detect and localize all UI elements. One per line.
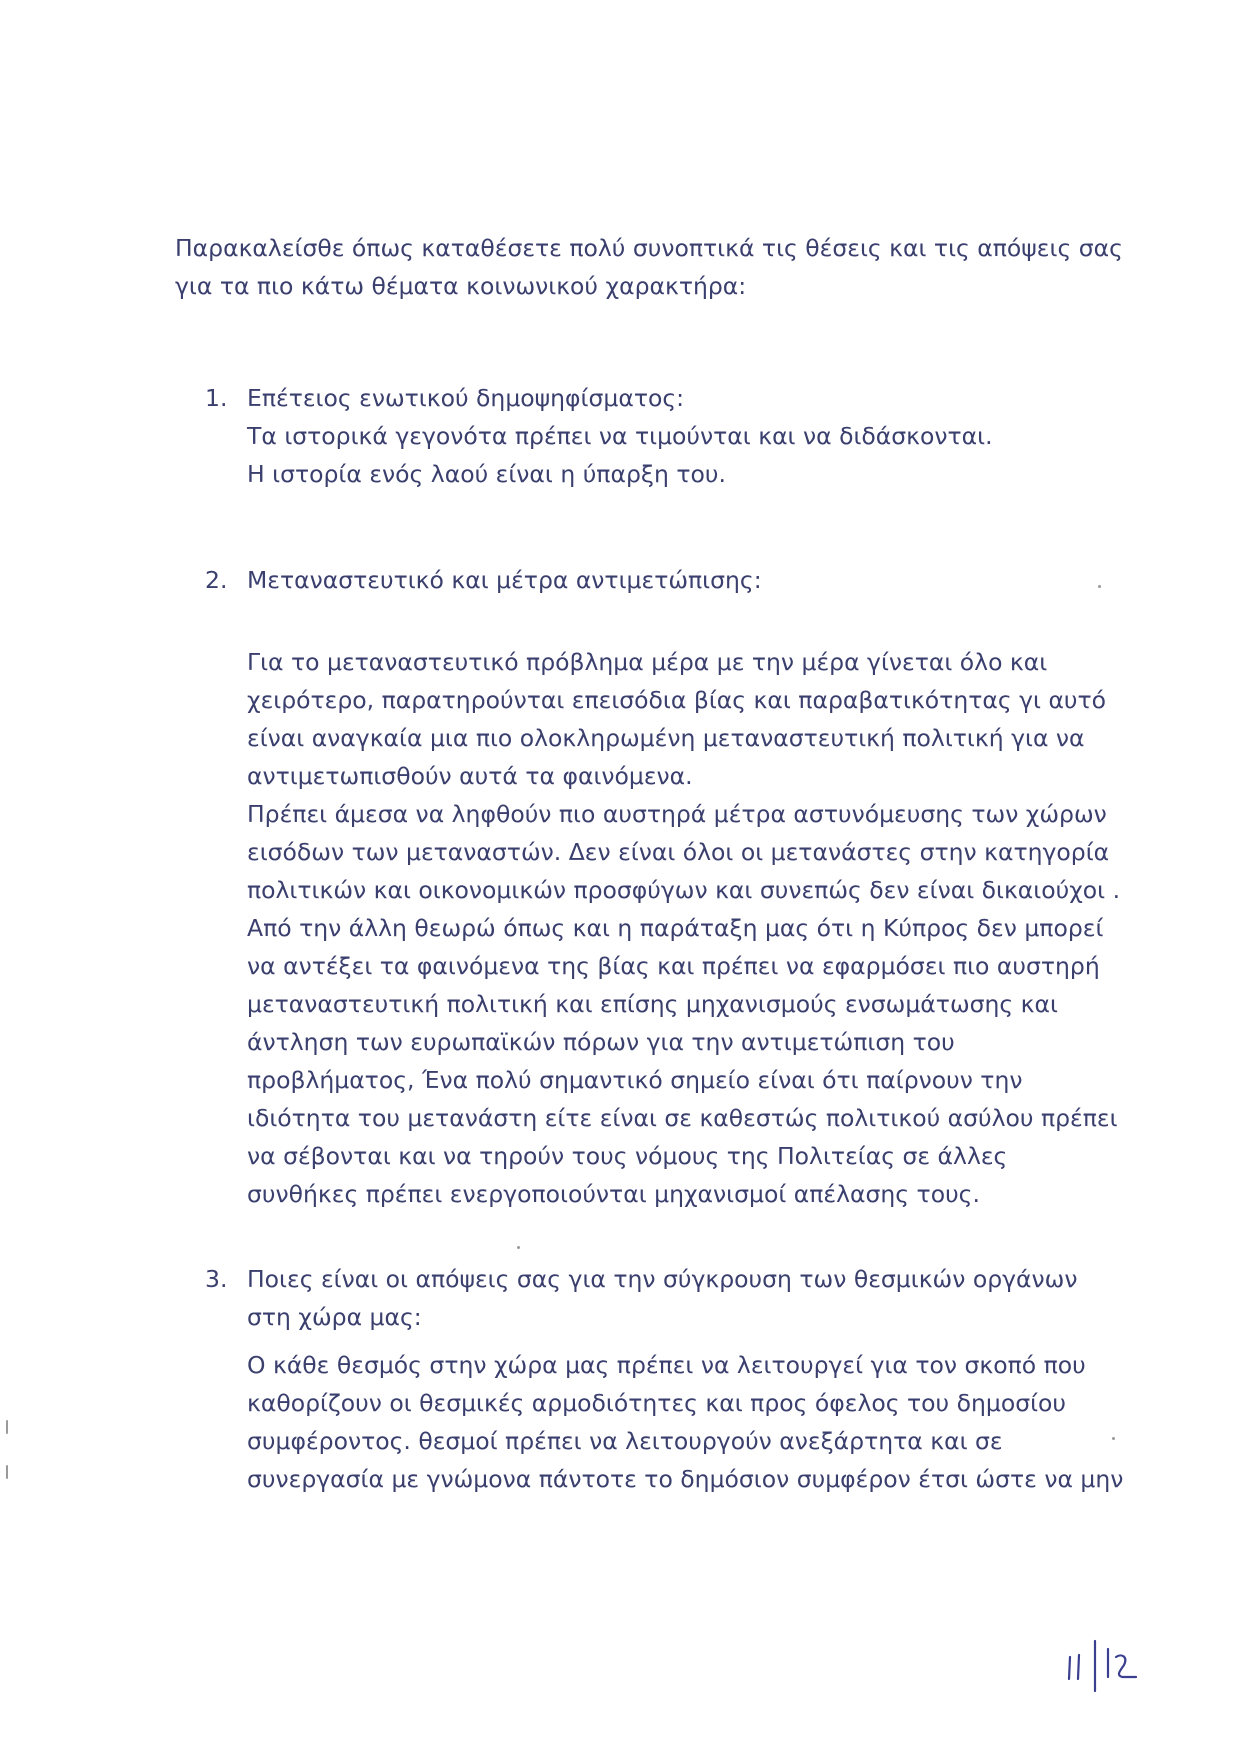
answer-paragraph: Ο κάθε θεσμός στην χώρα μας πρέπει να λειτουργεί για τον σκοπό που καθορίζουν οι θεσμικές αρμοδιότητες και προς όφελος του δημοσίου συμφέροντος. θεσμοί πρέπει να λειτουργούν ανεξάρτητα και σε συνεργασία με γνώμονα πάντοτε το δημόσιον συμφέρον έτσι ώστε να μην bbox=[247, 1351, 1124, 1493]
question-number: 1. bbox=[205, 384, 228, 412]
question-item-2 bbox=[205, 561, 1125, 1213]
scan-speck bbox=[6, 1465, 8, 1479]
question-item-3 bbox=[205, 1260, 1125, 1498]
question-answer bbox=[247, 1346, 1125, 1498]
answer-paragraph: Για το μεταναστευτικό πρόβλημα μέρα με την μέρα γίνεται όλο και χειρότερο, παρατηρούνται επεισόδια βίας και παραβατικότητας γι αυτό είναι αναγκαία μια πιο ολοκληρωμένη μεταναστευτική πολιτική για να αντιμετωπισθούν αυτά τα φαινόμενα. bbox=[247, 648, 1107, 790]
question-title: Ποιες είναι οι απόψεις σας για την σύγκρουση των θεσμικών οργάνων στη χώρα μας: bbox=[247, 1265, 1078, 1331]
handwritten-page-number bbox=[1062, 1635, 1172, 1695]
question-heading bbox=[205, 1260, 1125, 1336]
question-answer bbox=[247, 643, 1125, 1213]
answer-paragraph: Πρέπει άμεσα να ληφθούν πιο αυστηρά μέτρα αστυνόμευσης των χώρων εισόδων των μεταναστών. Δεν είναι όλοι οι μετανάστες στην κατηγορία πολιτικών και οικονομικών προσφύγων και συνεπώς δεν είναι δικαιούχοι . Από την άλλη θεωρώ όπως και η παράταξη μας ότι η Κύπρος δεν μπορεί να αντέξει τα φαινόμενα της βίας και πρέπει να εφαρμόσει πιο αυστηρή μεταναστευτική πολιτική και επίσης μηχανισμούς ενσωμάτωσης και άντληση των ευρωπαϊκών πόρων για την αντιμετώπιση του προβλήματος, Ένα πολύ σημαντικό σημείο είναι ότι παίρνουν την ιδιότητα του μετανάστη είτε είναι σε καθεστώς πολιτικού ασύλου πρέπει να σέβονται και να τηρούν τους νόμους της Πολιτείας σε άλλες συνθήκες πρέπει ενεργοποιούνται μηχανισμοί απέλασης τους. bbox=[247, 800, 1121, 1208]
question-item-1 bbox=[205, 379, 1125, 493]
question-heading bbox=[205, 561, 1125, 599]
answer-line: Η ιστορία ενός λαού είναι η ύπαρξη του. bbox=[247, 460, 726, 488]
question-answer bbox=[247, 417, 1125, 493]
question-title: Επέτειος ενωτικού δημοψηφίσματος: bbox=[247, 384, 685, 412]
question-heading bbox=[205, 379, 1125, 417]
scan-speck bbox=[1112, 1437, 1115, 1440]
intro-paragraph: Παρακαλείσθε όπως καταθέσετε πολύ συνοπτικά τις θέσεις και τις απόψεις σας για τα πιο κάτω θέματα κοινωνικού χαρακτήρα: bbox=[175, 234, 1123, 300]
question-title: Μεταναστευτικό και μέτρα αντιμετώπισης: bbox=[247, 566, 762, 594]
scan-speck bbox=[517, 1246, 520, 1249]
answer-line: Τα ιστορικά γεγονότα πρέπει να τιμούνται και να διδάσκονται. bbox=[247, 422, 993, 450]
scan-speck bbox=[6, 1420, 8, 1434]
question-number: 2. bbox=[205, 566, 228, 594]
scan-speck bbox=[1098, 585, 1101, 588]
question-number: 3. bbox=[205, 1265, 228, 1293]
